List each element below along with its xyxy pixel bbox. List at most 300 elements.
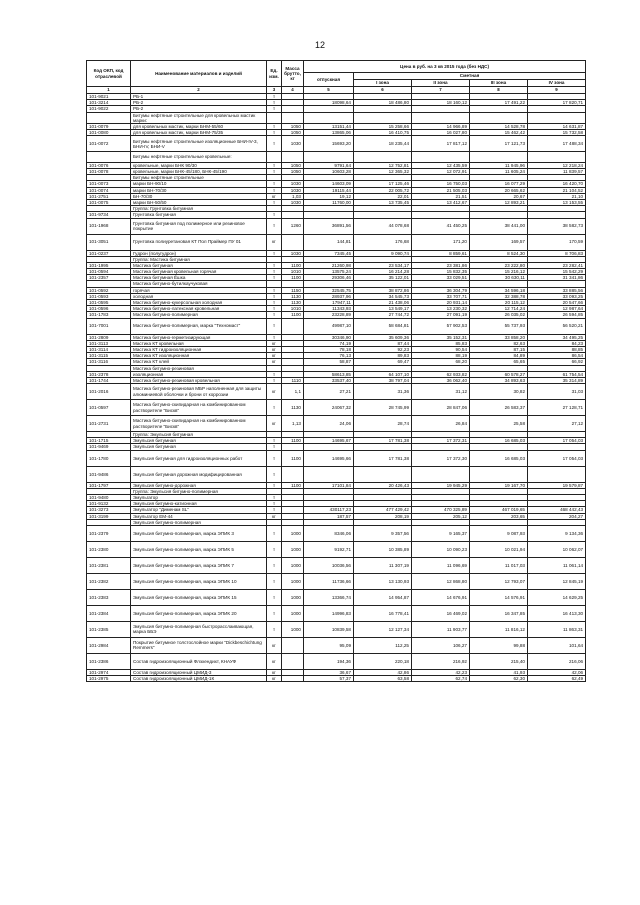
cell-zone-3-price: 41,93	[470, 669, 528, 675]
cell-zone-3-price: 11 816,12	[470, 621, 528, 637]
cell-zone-4-price: 31,03	[528, 384, 586, 400]
cell-zone-2-price: 10 090,23	[412, 541, 470, 557]
cell-unit: т	[267, 269, 282, 275]
cell-zone-2-price: 36 304,79	[412, 287, 470, 293]
cell-mass: 1130	[282, 293, 304, 299]
cell-zone-4-price: 17 054,03	[528, 450, 586, 466]
cell-zone-1-price: 21 438,06	[354, 300, 412, 306]
cell-zone-1-price: 58 684,81	[354, 318, 412, 334]
header-zone-2: II зона	[412, 80, 470, 87]
cell-code: 101-0076	[87, 162, 131, 168]
cell-zone-1-price: 13 735,45	[354, 199, 412, 205]
cell-code: 101-2386	[87, 653, 131, 669]
cell-zone-2-price: 171,20	[412, 234, 470, 250]
cell-unit: т	[267, 293, 282, 299]
cell-zone-3-price: 11 017,03	[470, 557, 528, 573]
cell-unit: т	[267, 438, 282, 444]
cell-unit: кг	[267, 669, 282, 675]
cell-mass: 1010	[282, 269, 304, 275]
table-row	[87, 438, 586, 444]
cell-zone-4-price: 21,10	[528, 193, 586, 199]
cell-unit: кг	[267, 513, 282, 519]
cell-release-price: 14695,66	[304, 450, 354, 466]
cell-name: Мастика КТ кровельная	[131, 340, 267, 346]
cell-unit: кг	[267, 340, 282, 346]
cell-unit: т	[267, 573, 282, 589]
cell-zone-3-price: 12 714,24	[470, 306, 528, 312]
cell-name: Грунтовка полиуретановая КТ Пол Праймер ПУ 01	[131, 234, 267, 250]
cell-unit: т	[267, 589, 282, 605]
table-row	[87, 400, 586, 416]
cell-unit: кг	[267, 416, 282, 432]
header-release: отпускная	[304, 73, 354, 87]
cell-zone-4-price: 23 282,41	[528, 262, 586, 268]
cell-zone-3-price: 62,30	[470, 676, 528, 682]
cell-zone-4-price: 11 061,14	[528, 557, 586, 573]
cell-name: Мастика битумно-резиновая МБР наполненная для защиты алюминиевой оболочки и брони от коррозии	[131, 384, 267, 400]
cell-zone-2-price: 11 096,69	[412, 557, 470, 573]
cell-code: 101-1780	[87, 450, 131, 466]
cell-name: Грунтовка битумная под полимерное или резиновое покрытие	[131, 218, 267, 234]
cell-name: Грунтовка битумная	[131, 212, 267, 218]
cell-code: 101-2382	[87, 573, 131, 589]
cell-zone-1-price: 16 410,75	[354, 130, 412, 136]
cell-zone-4-price: 86,54	[528, 353, 586, 359]
cell-name: Мастика битумно-резиновая кровельная	[131, 377, 267, 383]
cell-name: Мастика КТ клей	[131, 359, 267, 365]
cell-release-price: 13151,44	[304, 123, 354, 129]
cell-zone-2-price: 17 372,30	[412, 450, 470, 466]
cell-release-price: 19,12	[304, 193, 354, 199]
cell-unit: кг	[267, 234, 282, 250]
cell-zone-2-price: 16 027,80	[412, 130, 470, 136]
cell-zone-1-price	[354, 152, 412, 163]
cell-name: Эмульсия битумная для гидроизоляционных работ	[131, 450, 267, 466]
cell-name: Эмульсия битумная	[131, 444, 267, 450]
header-estimate-group: Сметная	[354, 73, 586, 80]
cell-zone-1-price: 17 781,38	[354, 438, 412, 444]
table-row	[87, 525, 586, 541]
cell-zone-1-price: 9 090,74	[354, 250, 412, 256]
cell-unit: т	[267, 400, 282, 416]
cell-zone-3-price: 14 528,78	[470, 123, 528, 129]
cell-zone-3-price: 17 491,22	[470, 100, 528, 106]
cell-zone-2-price	[412, 112, 470, 123]
cell-name: горячая	[131, 287, 267, 293]
cell-zone-3-price: 30 630,11	[470, 275, 528, 281]
cell-zone-3-price: 203,65	[470, 513, 528, 519]
cell-mass: 1110	[282, 377, 304, 383]
cell-release-price: 36,67	[304, 669, 354, 675]
cell-zone-3-price: 15 216,12	[470, 269, 528, 275]
cell-release-price	[304, 152, 354, 163]
cell-release-price: 36891,56	[304, 218, 354, 234]
cell-code: 101-3273	[87, 507, 131, 513]
column-number: 2	[131, 87, 267, 94]
cell-zone-4-price: 26 594,85	[528, 312, 586, 318]
cell-zone-4-price: 170,59	[528, 234, 586, 250]
cell-mass: 1000	[282, 589, 304, 605]
cell-release-price: 10603,28	[304, 169, 354, 175]
cell-mass	[282, 112, 304, 123]
cell-mass: 1000	[282, 605, 304, 621]
page-number: 12	[314, 40, 325, 50]
cell-zone-1-price: 12 365,32	[354, 169, 412, 175]
cell-name: марки БН-50/50	[131, 199, 267, 205]
header-price-group: Цена в руб. на 3 кв 2015 года (без НДС)	[304, 61, 586, 73]
table-row	[87, 306, 586, 312]
cell-zone-3-price: 26 035,02	[470, 312, 528, 318]
cell-zone-3-price: 12 893,21	[470, 199, 528, 205]
cell-zone-1-price: 12 127,34	[354, 621, 412, 637]
cell-zone-3-price	[470, 466, 528, 482]
cell-unit: т	[267, 482, 282, 488]
table-row	[87, 676, 586, 682]
column-number: 4	[282, 87, 304, 94]
cell-zone-4-price: 13 153,55	[528, 199, 586, 205]
cell-name: РБ-2	[131, 106, 267, 112]
cell-code: 101-3199	[87, 513, 131, 519]
cell-unit: т	[267, 275, 282, 281]
cell-zone-4-price: 66,92	[528, 359, 586, 365]
cell-mass	[282, 466, 304, 482]
cell-release-price: 10839,58	[304, 621, 354, 637]
cell-mass: 1100	[282, 482, 304, 488]
cell-unit: кг	[267, 359, 282, 365]
cell-zone-4-price: 20 547,66	[528, 300, 586, 306]
table-row	[87, 621, 586, 637]
cell-code: 101-2384	[87, 605, 131, 621]
cell-zone-3-price: 55 737,93	[470, 318, 528, 334]
cell-mass: 1,03	[282, 193, 304, 199]
table-row	[87, 482, 586, 488]
cell-name: Мастика битумно-полимерная, марка "Техномаст"	[131, 318, 267, 334]
cell-zone-1-price: 112,25	[354, 637, 412, 653]
table-body	[87, 94, 586, 682]
cell-zone-2-price: 88,19	[412, 353, 470, 359]
cell-mass: 1,13	[282, 416, 304, 432]
cell-unit: т	[267, 557, 282, 573]
cell-unit: т	[267, 501, 282, 507]
cell-code: 101-2731	[87, 416, 131, 432]
cell-zone-1-price: 28 745,99	[354, 400, 412, 416]
cell-name: Группа: Мастика битумная	[131, 256, 267, 262]
cell-mass	[282, 637, 304, 653]
cell-unit	[267, 112, 282, 123]
header-name: Наименование материалов и изделий	[131, 61, 267, 87]
cell-code: 101-9022	[87, 106, 131, 112]
cell-zone-3-price: 99,88	[470, 637, 528, 653]
cell-code: 101-9480	[87, 495, 131, 501]
cell-unit: т	[267, 130, 282, 136]
cell-name: Эмульсия битумно-полимерная быстрорасслаивающая, марка ББЭ	[131, 621, 267, 637]
cell-release-price: 14603,09	[304, 181, 354, 187]
cell-zone-1-price: 220,18	[354, 653, 412, 669]
cell-unit: т	[267, 100, 282, 106]
cell-name: Мастика КТ изоляционная	[131, 353, 267, 359]
cell-zone-2-price: 15 832,35	[412, 269, 470, 275]
cell-zone-1-price: 20 426,43	[354, 482, 412, 488]
cell-release-price: 74,19	[304, 340, 354, 346]
cell-zone-2-price: 31,12	[412, 384, 470, 400]
cell-zone-2-price: 23 381,86	[412, 262, 470, 268]
column-number: 9	[528, 87, 586, 94]
cell-name: Эмульсия битумно-полимерная, марка ЭПИК 7	[131, 557, 267, 573]
table-row	[87, 371, 586, 377]
cell-release-price: 18098,64	[304, 100, 354, 106]
table-row	[87, 199, 586, 205]
cell-release-price: 76,13	[304, 353, 354, 359]
cell-unit: кг	[267, 384, 282, 400]
cell-release-price: 24,06	[304, 416, 354, 432]
cell-code: 101-1744	[87, 377, 131, 383]
cell-zone-3-price: 30,82	[470, 384, 528, 400]
cell-zone-2-price: 470 325,89	[412, 507, 470, 513]
table-row	[87, 152, 586, 163]
cell-code: 101-2381	[87, 557, 131, 573]
table-row	[87, 218, 586, 234]
cell-mass: 1100	[282, 275, 304, 281]
cell-zone-3-price: 19 167,70	[470, 482, 528, 488]
cell-code: 101-3214	[87, 100, 131, 106]
cell-zone-2-price: 35 152,31	[412, 334, 470, 340]
cell-unit: т	[267, 377, 282, 383]
cell-zone-3-price: 65,65	[470, 359, 528, 365]
cell-unit: т	[267, 312, 282, 318]
cell-unit: т	[267, 262, 282, 268]
cell-mass: 1030	[282, 181, 304, 187]
cell-code: 101-9469	[87, 444, 131, 450]
cell-name: Покрытие битумное толстослойное марки "Dickbeschichtung Remmers"	[131, 637, 267, 653]
cell-name: Эмульсия битумно-полимерная, марка ЭПИК 15	[131, 589, 267, 605]
cell-zone-3-price: 16 347,85	[470, 605, 528, 621]
cell-zone-1-price: 23 534,17	[354, 262, 412, 268]
cell-name: Эмульсия битумно-полимерная	[131, 519, 267, 525]
cell-name: холодная	[131, 293, 267, 299]
cell-name: Эмульгатор ЕМ-44	[131, 513, 267, 519]
cell-zone-3-price: 16 685,03	[470, 438, 528, 444]
cell-mass: 1100	[282, 262, 304, 268]
cell-mass: 1050	[282, 123, 304, 129]
cell-zone-2-price: 36 062,40	[412, 377, 470, 383]
table-row	[87, 250, 586, 256]
table-row	[87, 450, 586, 466]
cell-unit: т	[267, 371, 282, 377]
table-row	[87, 573, 586, 589]
cell-unit: т	[267, 306, 282, 312]
table-row	[87, 507, 586, 513]
cell-zone-2-price: 90,54	[412, 346, 470, 352]
cell-zone-1-price: 92,23	[354, 346, 412, 352]
cell-zone-1-price: 31,36	[354, 384, 412, 400]
cell-zone-4-price: 9 134,36	[528, 525, 586, 541]
cell-zone-2-price: 33 029,51	[412, 275, 470, 281]
cell-code: 101-0075	[87, 199, 131, 205]
table-row	[87, 557, 586, 573]
cell-code: 101-2975	[87, 676, 131, 682]
cell-zone-3-price: 25,58	[470, 416, 528, 432]
cell-zone-2-price: 9 165,37	[412, 525, 470, 541]
cell-code: 101-3114	[87, 346, 131, 352]
table-row	[87, 162, 586, 168]
cell-zone-2-price: 8 859,61	[412, 250, 470, 256]
cell-zone-3-price: 23 222,80	[470, 262, 528, 268]
cell-zone-2-price: 13 412,67	[412, 199, 470, 205]
column-numbers-row	[87, 87, 586, 94]
cell-zone-2-price: 62,74	[412, 676, 470, 682]
cell-zone-4-price: 33 885,56	[528, 287, 586, 293]
cell-zone-3-price: 8 524,30	[470, 250, 528, 256]
cell-release-price: 57,37	[304, 676, 354, 682]
cell-name: Мастика битумно-скипидарная на комбинированном растворителе "Бискв"	[131, 400, 267, 416]
table-row	[87, 384, 586, 400]
cell-release-price: 144,81	[304, 234, 354, 250]
cell-code: 101-0593	[87, 293, 131, 299]
cell-code: 101-3113	[87, 340, 131, 346]
cell-zone-2-price: 41 450,25	[412, 218, 470, 234]
cell-zone-3-price: 9 087,93	[470, 525, 528, 541]
cell-unit: т	[267, 621, 282, 637]
cell-zone-1-price: 34 545,73	[354, 293, 412, 299]
table-row	[87, 130, 586, 136]
cell-zone-4-price	[528, 152, 586, 163]
cell-zone-4-price: 12 987,64	[528, 306, 586, 312]
cell-name: Мастика битумная Ёшка	[131, 275, 267, 281]
cell-zone-3-price: 34 596,18	[470, 287, 528, 293]
cell-unit: т	[267, 287, 282, 293]
cell-release-price: 27,21	[304, 384, 354, 400]
cell-zone-4-price: 84,23	[528, 340, 586, 346]
cell-unit: т	[267, 162, 282, 168]
header-unit: Ед. изм.	[267, 61, 282, 87]
cell-zone-4-price: 12 218,24	[528, 162, 586, 168]
cell-zone-2-price	[412, 152, 470, 163]
cell-name: Мастика битумно-скипидарная на комбинированном растворителе "Бискв"	[131, 416, 267, 432]
cell-name: кровельные, марки БНК-45/180, БНК-45/190	[131, 169, 267, 175]
cell-name: кровельные, марки БНК 90/30	[131, 162, 267, 168]
cell-code: 101-1797	[87, 482, 131, 488]
column-number: 6	[354, 87, 412, 94]
table-row	[87, 169, 586, 175]
cell-zone-3-price: 20 665,62	[470, 187, 528, 193]
cell-zone-4-price: 16 413,30	[528, 605, 586, 621]
table-row	[87, 541, 586, 557]
cell-zone-3-price: 84,89	[470, 353, 528, 359]
cell-mass: 1100	[282, 438, 304, 444]
cell-release-price: 194,36	[304, 653, 354, 669]
cell-release-price: 9791,64	[304, 162, 354, 168]
cell-mass: 1000	[282, 573, 304, 589]
cell-unit: т	[267, 199, 282, 205]
cell-zone-4-price: 101,64	[528, 637, 586, 653]
cell-zone-1-price: 28,74	[354, 416, 412, 432]
cell-name: марки БН-90/10	[131, 181, 267, 187]
cell-release-price: 17947,11	[304, 300, 354, 306]
table-row	[87, 275, 586, 281]
cell-code: 101-2974	[87, 669, 131, 675]
cell-unit: т	[267, 300, 282, 306]
cell-zone-3-price: 17 121,73	[470, 136, 528, 152]
cell-zone-1-price	[354, 112, 412, 123]
cell-name: Группа: Эмульсия битумно-полимерная	[131, 488, 267, 494]
cell-release-price: 24067,32	[304, 400, 354, 416]
cell-code: 101-1995	[87, 262, 131, 268]
cell-name: РБ-1	[131, 94, 267, 100]
cell-zone-3-price: 15 462,42	[470, 130, 528, 136]
cell-zone-2-price: 11 903,77	[412, 621, 470, 637]
cell-release-price: 21260,98	[304, 262, 354, 268]
cell-mass	[282, 676, 304, 682]
cell-zone-2-price: 16 469,02	[412, 605, 470, 621]
cell-unit: т	[267, 605, 282, 621]
cell-zone-2-price: 12 435,59	[412, 162, 470, 168]
cell-zone-3-price: 87,15	[470, 346, 528, 352]
cell-release-price: 58,87	[304, 359, 354, 365]
cell-zone-1-price: 16 214,28	[354, 269, 412, 275]
cell-zone-1-price: 15 258,66	[354, 123, 412, 129]
table-row	[87, 112, 586, 123]
cell-zone-3-price	[470, 112, 528, 123]
cell-unit: т	[267, 187, 282, 193]
cell-unit: т	[267, 541, 282, 557]
cell-unit: кг	[267, 676, 282, 682]
cell-code: 101-0595	[87, 300, 131, 306]
cell-zone-3-price: 33 858,20	[470, 334, 528, 340]
cell-mass: 1030	[282, 199, 304, 205]
cell-zone-1-price: 38 872,86	[354, 287, 412, 293]
cell-mass: 1100	[282, 450, 304, 466]
cell-code: 101-2357	[87, 275, 131, 281]
cell-release-price: 78,18	[304, 346, 354, 352]
cell-zone-2-price: 28 847,06	[412, 400, 470, 416]
cell-unit: т	[267, 106, 282, 112]
price-table	[86, 60, 586, 682]
table-row	[87, 269, 586, 275]
cell-name: Мастика битумная кровельная горячая	[131, 269, 267, 275]
cell-name: изоляционная	[131, 371, 267, 377]
cell-unit: кг	[267, 353, 282, 359]
cell-zone-2-price: 26,84	[412, 416, 470, 432]
cell-code: 101-0594	[87, 269, 131, 275]
table-row	[87, 416, 586, 432]
cell-name: Эмульсия битумно-полимерная, марка ЭПИК 5	[131, 541, 267, 557]
cell-name: Состав гидроизоляционный ЦМИД-1К	[131, 676, 267, 682]
cell-code: 101-0592	[87, 287, 131, 293]
cell-zone-1-price: 44 078,68	[354, 218, 412, 234]
cell-mass	[282, 234, 304, 250]
header-code: Код ОКП, код отраслевой	[87, 61, 131, 87]
table-row	[87, 637, 586, 653]
cell-unit: т	[267, 169, 282, 175]
cell-zone-3-price: 20,67	[470, 193, 528, 199]
column-number: 1	[87, 87, 131, 94]
cell-name: БН-70/30	[131, 193, 267, 199]
cell-mass	[282, 152, 304, 163]
cell-release-price: 430117,23	[304, 507, 354, 513]
header-zone-3: III зона	[470, 80, 528, 87]
cell-release-price: 33537,40	[304, 377, 354, 383]
cell-name: РБ-2	[131, 100, 267, 106]
cell-zone-4-price: 17 054,03	[528, 438, 586, 444]
cell-name: Мастика битумно-кукерсольная холодная	[131, 300, 267, 306]
cell-code: 101-0072	[87, 136, 131, 152]
cell-release-price: 187,57	[304, 513, 354, 519]
cell-name: Мастика битумная	[131, 262, 267, 268]
cell-zone-1-price: 18 235,44	[354, 136, 412, 152]
cell-zone-2-price: 62 933,82	[412, 371, 470, 377]
cell-zone-4-price: 14 629,25	[528, 589, 586, 605]
cell-release-price: 13366,74	[304, 589, 354, 605]
